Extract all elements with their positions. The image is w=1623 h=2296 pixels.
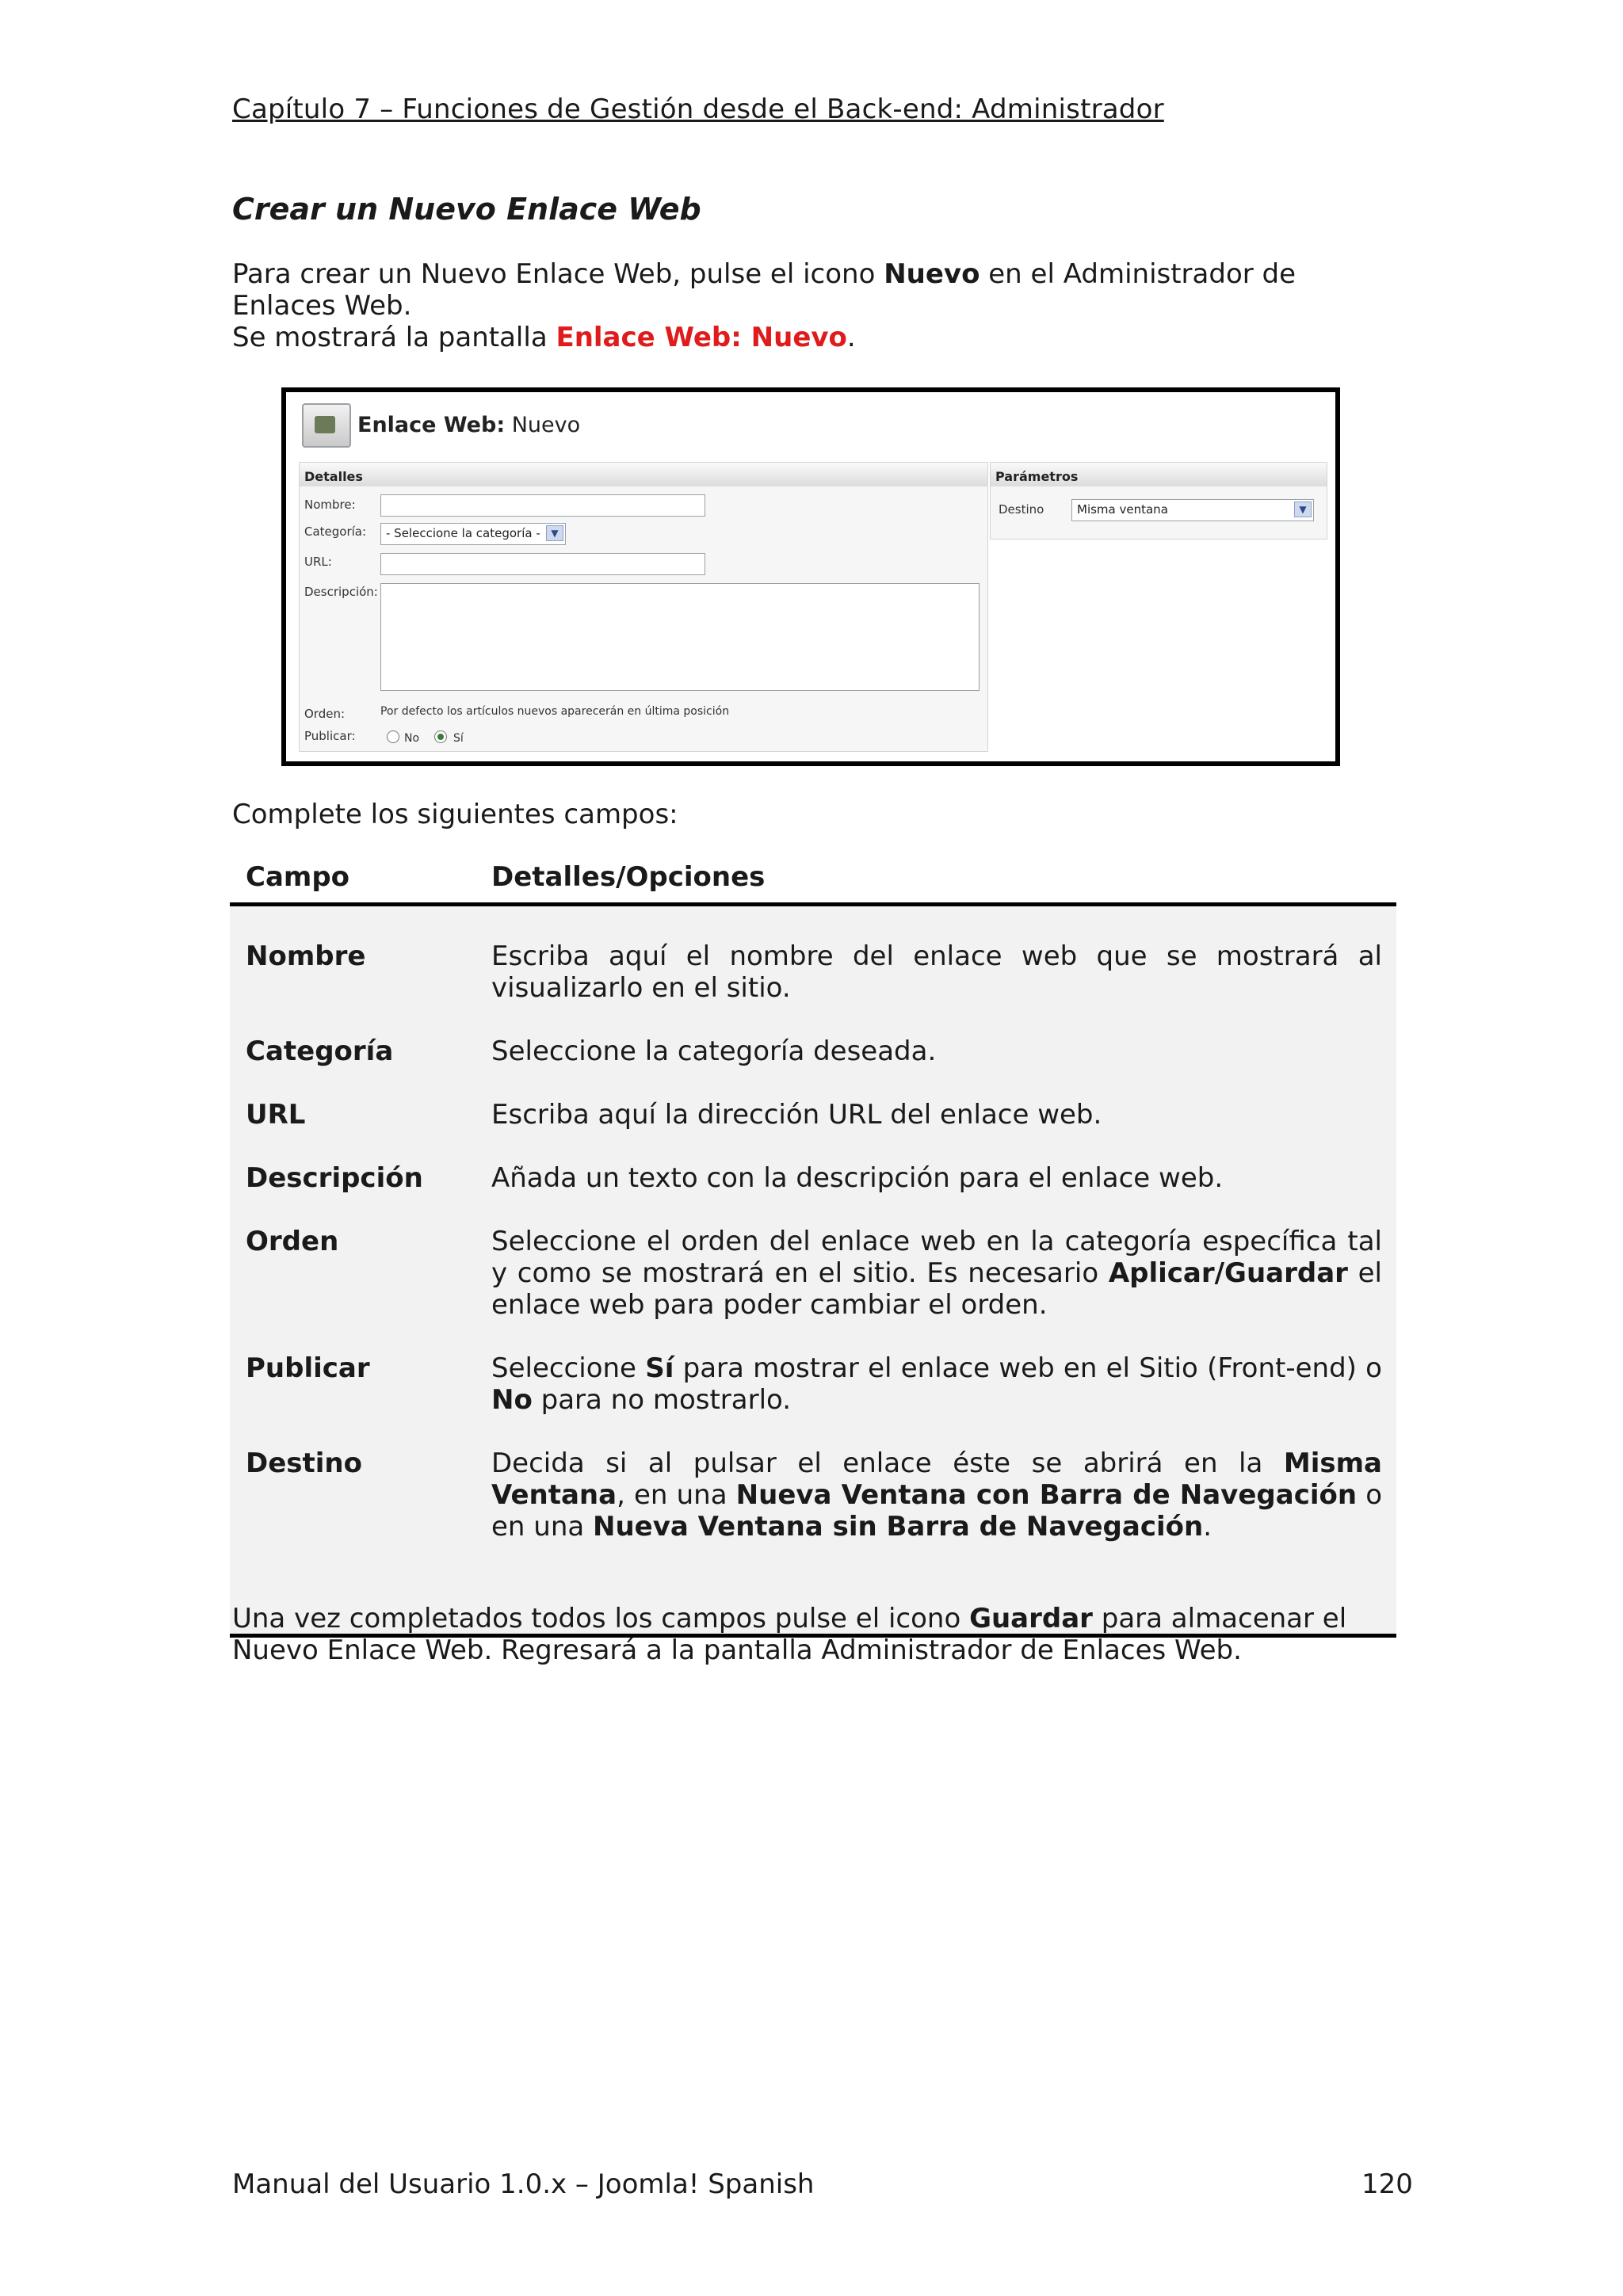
row-descripcion-details: Añada un texto con la descripción para el enlace web.	[491, 1162, 1224, 1194]
url-label: URL:	[304, 555, 332, 569]
row-destino-field: Destino	[246, 1447, 362, 1479]
section-title: Crear un Nuevo Enlace Web	[232, 192, 701, 227]
categoria-label: Categoría:	[304, 524, 367, 539]
publicar-no-radio[interactable]	[387, 730, 399, 743]
text: o en una	[491, 1479, 1382, 1543]
row-publicar-field: Publicar	[246, 1352, 370, 1384]
nombre-input[interactable]	[380, 494, 705, 517]
intro-paragraph-2	[232, 322, 1397, 353]
col-header-detalles: Detalles/Opciones	[491, 861, 766, 893]
screen-title-bold: Enlace Web:	[357, 413, 506, 437]
destino-select[interactable]	[1071, 499, 1314, 521]
row-publicar-details	[491, 1352, 1382, 1416]
chevron-down-icon: ▼	[546, 525, 563, 541]
bold-text: Misma Ventana	[491, 1447, 1382, 1511]
bold-text: Nueva Ventana sin Barra de Navegación	[593, 1511, 1204, 1543]
chapter-header: Capítulo 7 – Funciones de Gestión desde el Back-end: Administrador	[232, 93, 1164, 125]
screen-name-highlight: Enlace Web: Nuevo	[556, 322, 847, 353]
row-url-details: Escriba aquí la dirección URL del enlace web.	[491, 1099, 1102, 1131]
params-panel-header: Parámetros	[991, 463, 1327, 486]
categoria-select[interactable]	[380, 523, 566, 545]
publicar-si-label: Sí	[453, 732, 464, 745]
footer-manual-title: Manual del Usuario 1.0.x – Joomla! Spanish	[232, 2168, 815, 2200]
text: Seleccione el orden del enlace web en la categoría específica tal y como se mostrará en el sitio. Es necesario	[491, 1226, 1382, 1289]
url-input[interactable]	[380, 553, 705, 575]
orden-label: Orden:	[304, 707, 346, 721]
screenshot-enlace-web-nuevo	[281, 387, 1340, 766]
descripcion-textarea[interactable]	[380, 583, 980, 691]
row-orden-field: Orden	[246, 1226, 339, 1257]
destino-label: Destino	[999, 502, 1044, 517]
bold-text: Guardar	[969, 1603, 1093, 1634]
intro-paragraph-1	[232, 258, 1397, 322]
row-descripcion-field: Descripción	[246, 1162, 423, 1194]
text: para no mostrarlo.	[532, 1384, 792, 1416]
params-panel	[990, 462, 1327, 540]
text: el enlace web para poder cambiar el orden.	[491, 1257, 1382, 1321]
col-header-campo: Campo	[246, 861, 350, 893]
orden-text: Por defecto los artículos nuevos aparecerán en última posición	[380, 705, 730, 718]
complete-fields-text: Complete los siguientes campos:	[232, 799, 678, 830]
text: , en una	[617, 1479, 736, 1511]
screen-title-rest: Nuevo	[505, 413, 581, 437]
text: Decida si al pulsar el enlace éste se abrirá en la	[491, 1447, 1284, 1479]
screen-title	[357, 413, 580, 437]
table-body	[230, 906, 1396, 1638]
categoria-select-value: - Seleccione la categoría -	[386, 526, 540, 540]
text: para mostrar el enlace web en el Sitio (Front-end) o	[674, 1352, 1382, 1384]
text: .	[846, 322, 856, 353]
publicar-si-radio[interactable]	[434, 730, 447, 743]
text: Seleccione	[491, 1352, 646, 1384]
text: en el Administrador de Enlaces Web.	[232, 258, 1296, 322]
text: para almacenar el Nuevo Enlace Web. Regresará a la pantalla Administrador de Enlaces Web.	[232, 1603, 1347, 1666]
row-nombre-field: Nombre	[246, 940, 366, 972]
bold-text: No	[491, 1384, 533, 1416]
nombre-label: Nombre:	[304, 498, 356, 512]
publicar-no-label: No	[404, 732, 420, 745]
row-url-field: URL	[246, 1099, 306, 1131]
bold-text: Nuevo	[884, 258, 980, 290]
row-categoria-field: Categoría	[246, 1035, 394, 1067]
row-orden-details	[491, 1226, 1382, 1321]
destino-select-value: Misma ventana	[1077, 502, 1168, 517]
chevron-down-icon: ▼	[1294, 502, 1312, 517]
text: .	[1203, 1511, 1212, 1543]
bold-text: Nueva Ventana con Barra de Navegación	[735, 1479, 1358, 1511]
bold-text: Aplicar/Guardar	[1108, 1257, 1348, 1289]
bold-text: Sí	[645, 1352, 674, 1384]
row-nombre-details: Escriba aquí el nombre del enlace web que se mostrará al visualizarlo en el sitio.	[491, 940, 1382, 1004]
descripcion-label: Descripción:	[304, 585, 378, 599]
text: Una vez completados todos los campos pulse el icono	[232, 1603, 970, 1634]
table-header	[230, 853, 1396, 906]
publicar-label: Publicar:	[304, 729, 356, 743]
row-destino-details	[491, 1447, 1382, 1543]
footer-page-number: 120	[1361, 2168, 1413, 2200]
row-categoria-details: Seleccione la categoría deseada.	[491, 1035, 937, 1067]
details-panel-header: Detalles	[300, 463, 987, 486]
details-panel	[299, 462, 988, 752]
text: Para crear un Nuevo Enlace Web, pulse el icono	[232, 258, 884, 290]
text: Se mostrará la pantalla	[232, 322, 556, 353]
closing-paragraph	[232, 1603, 1358, 1666]
weblink-icon	[302, 403, 351, 448]
